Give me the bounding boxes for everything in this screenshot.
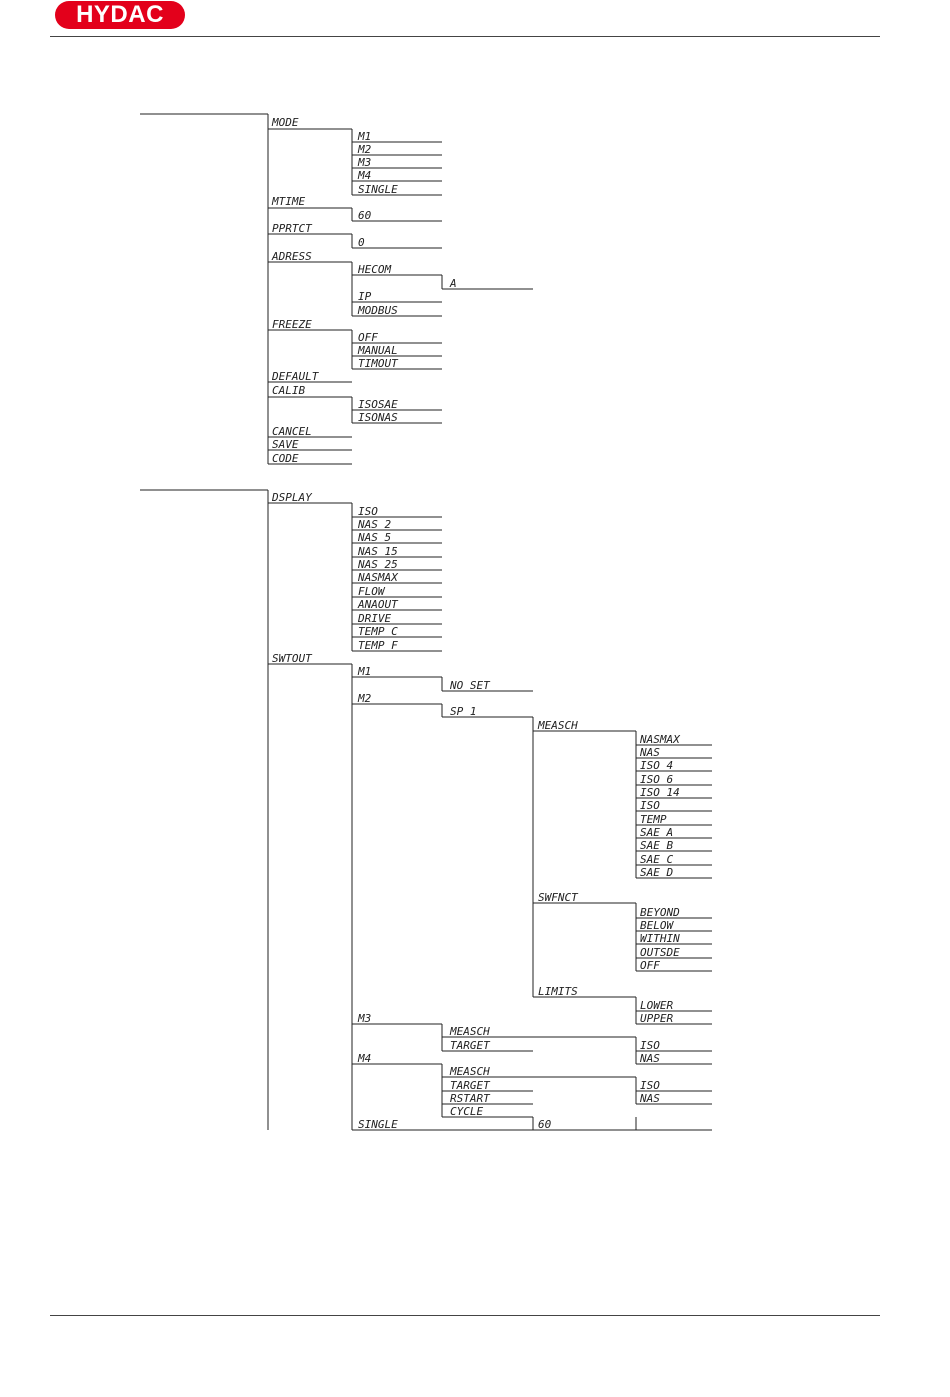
mode-m3: M3: [358, 156, 372, 169]
m4-measch: MEASCH: [450, 1065, 490, 1078]
menu-cancel: CANCEL: [272, 425, 312, 438]
swfnct-beyond: BEYOND: [640, 906, 680, 919]
menu-freeze: FREEZE: [272, 318, 312, 331]
limits-lower: LOWER: [640, 999, 674, 1012]
menu-default: DEFAULT: [272, 370, 319, 383]
swtout-m3: M3: [358, 1012, 372, 1025]
swfnct-within: WITHIN: [640, 932, 680, 945]
menu-dsplay: DSPLAY: [272, 491, 312, 504]
m4-target-nas: NAS: [640, 1092, 660, 1105]
dsplay-temp-c: TEMP C: [358, 625, 398, 638]
menu-calib: CALIB: [272, 384, 306, 397]
m3-target-iso: ISO: [640, 1039, 660, 1052]
menu-pprtct: PPRTCT: [272, 222, 312, 235]
single-value: 60: [538, 1118, 552, 1131]
measch-nas: NAS: [640, 746, 660, 759]
m3-target-nas: NAS: [640, 1052, 660, 1065]
adress-modbus: MODBUS: [358, 304, 398, 317]
dsplay-drive: DRIVE: [358, 612, 392, 625]
measch-sae-d: SAE D: [640, 866, 674, 879]
measch-iso6: ISO 6: [640, 773, 674, 786]
pprtct-value: 0: [358, 236, 365, 249]
freeze-off: OFF: [358, 331, 378, 344]
measch-temp: TEMP: [640, 813, 667, 826]
swfnct-below: BELOW: [640, 919, 674, 932]
m3-measch: MEASCH: [450, 1025, 490, 1038]
mtime-value: 60: [358, 209, 372, 222]
dsplay-nas5: NAS 5: [358, 531, 392, 544]
dsplay-nas2: NAS 2: [358, 518, 392, 531]
swtout-single: SINGLE: [358, 1118, 398, 1131]
measch-iso4: ISO 4: [640, 759, 674, 772]
menu-save: SAVE: [272, 438, 299, 451]
m4-cycle: CYCLE: [450, 1105, 484, 1118]
sp1-measch: MEASCH: [538, 719, 578, 732]
dsplay-flow: FLOW: [358, 585, 385, 598]
mode-m2: M2: [358, 143, 372, 156]
measch-iso: ISO: [640, 799, 660, 812]
m4-target-iso: ISO: [640, 1079, 660, 1092]
swfnct-off: OFF: [640, 959, 660, 972]
adress-ip: IP: [358, 290, 372, 303]
swtout-m2: M2: [358, 692, 372, 705]
hecom-value: A: [450, 277, 457, 290]
menu-mtime: MTIME: [272, 195, 306, 208]
mode-m1: M1: [358, 130, 372, 143]
m1-no-set: NO SET: [450, 679, 490, 692]
measch-sae-c: SAE C: [640, 853, 674, 866]
measch-nasmax: NASMAX: [640, 733, 680, 746]
calib-isosae: ISOSAE: [358, 398, 398, 411]
menu-mode: MODE: [272, 116, 299, 129]
swtout-m1: M1: [358, 665, 372, 678]
menu-code: CODE: [272, 452, 299, 465]
m2-sp1: SP 1: [450, 705, 477, 718]
dsplay-nas15: NAS 15: [358, 545, 398, 558]
measch-iso14: ISO 14: [640, 786, 680, 799]
sp1-limits: LIMITS: [538, 985, 578, 998]
measch-sae-a: SAE A: [640, 826, 674, 839]
swfnct-outsde: OUTSDE: [640, 946, 680, 959]
mode-m4: M4: [358, 169, 372, 182]
dsplay-nasmax: NASMAX: [358, 571, 398, 584]
freeze-timout: TIMOUT: [358, 357, 398, 370]
measch-sae-b: SAE B: [640, 839, 674, 852]
hydac-logo: HYDAC: [55, 1, 185, 29]
dsplay-iso: ISO: [358, 505, 378, 518]
limits-upper: UPPER: [640, 1012, 674, 1025]
adress-hecom: HECOM: [358, 263, 392, 276]
m4-target: TARGET: [450, 1079, 490, 1092]
m3-target: TARGET: [450, 1039, 490, 1052]
m4-rstart: RSTART: [450, 1092, 490, 1105]
calib-isonas: ISONAS: [358, 411, 398, 424]
menu-swtout: SWTOUT: [272, 652, 312, 665]
swtout-m4: M4: [358, 1052, 372, 1065]
mode-single: SINGLE: [358, 183, 398, 196]
menu-adress: ADRESS: [272, 250, 312, 263]
dsplay-temp-f: TEMP F: [358, 639, 398, 652]
freeze-manual: MANUAL: [358, 344, 398, 357]
dsplay-nas25: NAS 25: [358, 558, 398, 571]
dsplay-anaout: ANAOUT: [358, 598, 398, 611]
sp1-swfnct: SWFNCT: [538, 891, 578, 904]
